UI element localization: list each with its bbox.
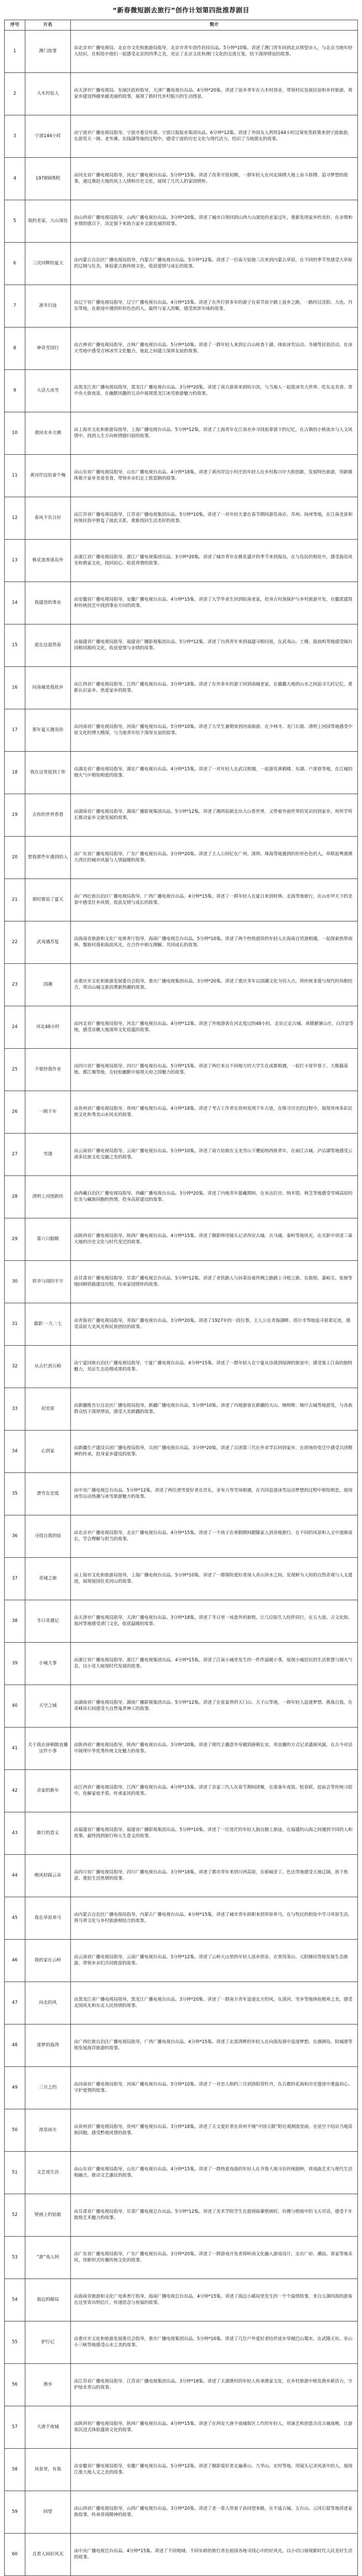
table-row [5, 540, 358, 582]
table-row [5, 115, 358, 158]
row-title: 风景里，有我 [25, 2449, 71, 2491]
row-intro: 由海南省旅游和文化广电体育厅指导，海南广播电视总台出品。5分钟*10集。讲述了两个性格迥异的年轻人在海南自贸港相遇，一起探索热带雨林、黎族村落和海滨风光，在合作中相互理解、共同成长的故事。 [71, 921, 358, 964]
row-title: 武夷遇苏复 [25, 921, 71, 964]
table-row [5, 2279, 358, 2321]
row-title: 河北48小时 [25, 1006, 71, 1049]
row-title: 爱在这盈然春 [25, 624, 71, 667]
row-intro: 由北京市广播电视局、北京市文化和旅游局指导，北京市青年创作扶持出品。5分钟*10集。讲述了澳门青年回到北京探望亲人，与北京当地年轻人结识，在相处中他们一起感受北京的四季之美，见证了北京文化和澳门文化的交流互鉴，结下深厚情谊的故事。 [71, 31, 358, 73]
row-title: 1978锦绣程 [25, 158, 71, 200]
row-title: 一顾千年 [25, 1091, 71, 1134]
row-intro: 由吉林省广播电视局指导，吉林广播电视台出品。5分钟*10集。讲述了一群年轻人来到长白山和查干湖，体验冰雪运动、冬捕等民俗活动，在冰天雪地中感受吉林冰雪文化魅力，彼此之间建立深厚友谊的故事。 [71, 327, 358, 370]
header-title: 片名 [25, 20, 71, 31]
table-row [5, 752, 358, 794]
row-intro: 由江苏省广播电视局指导，江苏省广播电视集团出品。5分钟*10集。讲述了一对年轻夫妻在春节期间游览南京、苏州、扬州等地，在江南美景和传统民俗中修复了彼此关系，重新找回生活美好的故事。 [71, 497, 358, 540]
row-intro: 由北京市广播电视局指导，北京广播电视台出品。4分钟*15集。讲述了一个孩子在寒假期间跟随家人到各地旅行，在不同的风景和人文中逐渐成长，学会理解与担当的故事。 [71, 1515, 358, 1558]
table-row [5, 667, 358, 709]
row-intro: 由黑龙江省广播电视局指导，黑龙江广播电视台出品。3分钟*20集。讲述了南方游客来到哈尔滨，与当地人一起逛冰雪大世界、吃东北美食、赏中央大街夜景，在幽默风趣的互动中展现黑龙江冰雪旅游魅力的故事。 [71, 370, 358, 412]
row-title: 春风不负日好 [25, 497, 71, 540]
row-number: 5 [5, 200, 25, 243]
row-intro: 由福建省广播电视局指导，福建省广播影视集团出品。5分钟*10集。讲述了一位迷茫的年轻人独自踏上旅途，在福建的山海之间遇到不同的人和故事，最终找到旅行和人生意义的故事。 [71, 1812, 358, 1855]
row-intro: 由湖南省广播电视局指导，湖南广播影视集团出品。5分钟*12集。讲述了在张家界的天门山、天子山等地，一群年轻人追逐梦想、挑战自我，在奇峰异石间感受大自然鬼斧神工的故事。 [71, 1685, 358, 1728]
row-intro: 由山西省广播电视局指导，山西广播电视台出品。3分钟*20集。讲述了老一辈人带着子孙回望来路，在平遥古城、五台山、云冈石窟等地讲述家族故事，传承晋商精神的故事。 [71, 2491, 358, 2534]
row-intro: 由甘肃省广播电视局指导，甘肃广播电视总台出品。5分钟*12集。讲述了老铁路人与孙辈沿着丝绸之路踏上寻根之旅，在敦煌、嘉峪关、张掖等地回顾铁路建设历程，传承家国情怀的故事。 [71, 1261, 358, 1303]
table-row [5, 158, 358, 200]
row-intro: 由安徽省广播电视局指导，安徽广播电视台出品。4分钟*15集。讲述了大学毕业生回到皖南老家，投身古村落保护与乡村旅游开发，在徽派建筑和传统技艺中找到事业方向的故事。 [71, 582, 358, 624]
row-intro: 由陕西省广播电视局指导，陕西广播电视台出品。3分钟*20集。讲述了现代主播意外穿越到唐朝长安，用直播的方式记录盛唐风貌，在古今对话中展现中华优秀传统文化魅力的故事。 [71, 1728, 358, 1770]
table-row [5, 2067, 358, 2109]
row-title: 小城大事 [25, 1643, 71, 1685]
row-intro: 由浙江省广播电视局指导，浙江广播电视集团出品。3分钟*20集。讲述了城市青年在桃花盛开的季节来到海岛，在与岛民的相处中，感受海岛风光和渔家文化，找回初心、收获真情的故事。 [71, 540, 358, 582]
row-intro: 由上海市文化和旅游局指导，上海广播电视台出品。5分钟*12集。讲述了上海青年在江南水乡寻找祖辈留下的记忆，在古镇的小桥流水与人文风情中，找到人生方向和情感归宿的故事。 [71, 412, 358, 455]
row-number: 43 [5, 1812, 25, 1855]
row-number: 30 [5, 1261, 25, 1303]
table-row [5, 582, 358, 624]
table-row [5, 964, 358, 1006]
row-intro: 由陕西省广播电视局指导，陕西广播电视台出品。4分钟*15集。讲述了在西安大唐不夜城街区工作的年轻人，用演艺和创意点亮古城夜晚，让游客沉浸式体验盛唐文化的故事。 [71, 2406, 358, 2449]
row-number: 55 [5, 2321, 25, 2364]
row-number: 31 [5, 1303, 25, 1346]
table-row [5, 1685, 358, 1728]
table-row [5, 1473, 358, 1515]
table-row [5, 1600, 358, 1643]
row-title: 不要抄我作业 [25, 1049, 71, 1091]
table-row [5, 1558, 358, 1600]
table-row [5, 1940, 358, 1982]
row-number: 6 [5, 243, 25, 285]
table-row [5, 2237, 358, 2279]
table-row [5, 285, 358, 327]
row-intro: 由广东省广播电视局指导，广东广播电视台出品。3分钟*20集。讲述了一群游戏开发者将岭南文化融入游戏设计，走访广府、潮汕、客家等地采风，用新形式传播传统文化的故事。 [71, 2237, 358, 2279]
row-intro: 由内蒙古自治区广播电视局指导，内蒙古广播电视台出品。5分钟*12集。讲述了一位南方姑娘三次来到内蒙古草原，在不同的季节里感受大草原的辽阔与壮美，体验蒙古族传统文化，收获爱情与成长的故事。 [71, 243, 358, 285]
row-number: 60 [5, 2534, 25, 2576]
row-number: 9 [5, 370, 25, 412]
row-title: 晚风轻踩云朵 [25, 1855, 71, 1897]
row-intro: 由福建省广播电视局指导，福建省广播影视集团出品。5分钟*12集。讲述了台湾青年来到福建寻根问祖，在武夷山、土楼、鼓浪屿等地感受闽台同根同源的文化，收获爱情与亲情的故事。 [71, 624, 358, 667]
row-number: 52 [5, 2194, 25, 2237]
row-number: 42 [5, 1770, 25, 1812]
row-intro: 由河南省广播电视局指导，河南广播电视台出品。5分钟*10集。讲述了大学生暑期来到河南旅游，在少林寺、龙门石窟、清明上河园等地感受中原文化的博大精深，与当地青年结下深厚友谊的故事。 [71, 709, 358, 752]
row-intro: 由山西省广播电视局指导，山西广播电视台出品。3分钟*20集。讲述了城市白领回到山西大山深处的老家过年，重新发现家乡的美好，在亲情和乡情的感召下，决定留下来助力家乡文旅发展的故事。 [71, 200, 358, 243]
recommendation-table [4, 20, 358, 2576]
row-title: 那时都说了夏天 [25, 879, 71, 921]
row-number: 29 [5, 1218, 25, 1261]
table-row [5, 2024, 358, 2067]
row-intro: 由贵州省广播电视局指导，贵州广播电视台出品。3分钟*18集。讲述了天文爱好者在贵州平塘“中国天眼”附近观测流星雨，在星空下结识当地苗族同胞，感受黔地风情的故事。 [71, 2109, 358, 2152]
header-row [5, 20, 358, 31]
row-title: 重回水乡大佛 [25, 412, 71, 455]
row-intro: 由宁夏回族自治区广播电视局指导，宁夏广播电视台出品。4分钟*15集。讲述了一群年轻人在宁夏从沙漠到绿洲的旅途中，感受塞上江南的独特魅力，见证生态治理成果的故事。 [71, 1346, 358, 1388]
table-header [5, 20, 358, 31]
row-intro: 由山东省广播电视局指导，山东广播电视台出品。4分钟*15集。讲述了一群热爱戏曲的年轻人在齐鲁大地寻访传统剧种，将戏曲艺术与现代生活相融合，推动文艺惠民的故事。 [71, 2152, 358, 2194]
row-number: 58 [5, 2449, 25, 2491]
row-number: 12 [5, 497, 25, 540]
table-row [5, 921, 358, 964]
table-row [5, 624, 358, 667]
header-intro: 简介 [71, 20, 358, 31]
row-intro: 由广西壮族自治区广播电视局指导，广西广播电视台出品。4分钟*15集。讲述了一群年轻人在夏日来到桂林、北海等地旅行，在山水甲天下的美景中感受壮乡风情，收获友情与成长的故事。 [71, 879, 358, 921]
row-title: 寻找自我的娃 [25, 1515, 71, 1558]
row-number: 45 [5, 1897, 25, 1940]
row-intro: 由内蒙古自治区广播电视局指导，内蒙古广播电视台出品。4分钟*15集。讲述了城市青年辞职来到草原养马，在与牧民的相处中学习草原生活，将马背文化与乡村旅游相结合的故事。 [71, 1897, 358, 1940]
table-row [5, 1812, 358, 1855]
row-number: 1 [5, 31, 25, 73]
row-number: 27 [5, 1134, 25, 1176]
row-intro: 由安徽省广播电视局指导，安徽广播电视台出品。5分钟*12集。讲述了摄影爱好者走遍黄山、九华山、宏村等地，用镜头记录风景中的人，展现江淮大地人文之美的故事。 [71, 2449, 358, 2491]
row-title: 去你的世界看看 [25, 794, 71, 837]
row-number: 51 [5, 2152, 25, 2194]
row-title: 逐梦的海湾 [25, 2024, 71, 2067]
row-title: 我在这里捉到了你 [25, 752, 71, 794]
row-intro: 由贵州省广播电视局指导，贵州广播电视台出品。4分钟*18集。讲述了考古工作者在贵州发现千年古迹，在探寻历史的过程中，展现贵州多彩民族文化和秀美山水风光的故事。 [71, 1091, 358, 1134]
row-number: 16 [5, 667, 25, 709]
row-title: 渔乡 [25, 2364, 71, 2406]
table-row [5, 2321, 358, 2364]
row-number: 15 [5, 624, 25, 667]
row-title: 桃花流香落岛外 [25, 540, 71, 582]
row-title: 凛冬归途 [25, 285, 71, 327]
row-intro: 由甘肃省广播电视局指导，甘肃广播电视总台出品。5分钟*12集。讲述了美术学院学生在敦煌临摹壁画时，仿佛与壁画中的飞天对话，感受千年敦煌艺术魅力的故事。 [71, 2194, 358, 2237]
row-intro: 由云南省广播电视局指导，云南广播电视台出品。5分钟*10集。讲述了南方姑娘在玉龙雪山下邂逅纳西族青年，在丽江古城、泸沽湖等地感受云南多民族文化交融之美的故事。 [71, 1134, 358, 1176]
row-number: 13 [5, 540, 25, 582]
row-title: 神奇雪国行 [25, 327, 71, 370]
row-intro: 由浙江省广播电视局指导，浙江广播电视集团出品。4分钟*15集。讲述了江南小城里发生的一件件温暖小事，展现小城居民的生活智慧与烟火气息，以小见大展现时代发展的故事。 [71, 1643, 358, 1685]
row-number: 44 [5, 1855, 25, 1897]
row-title: 问南城是我故乡 [25, 667, 71, 709]
row-intro: 由天津市广播电视局、东丽区政府指导，天津广播电视台出品。4分钟*20集。讲述了返乡青年在大木村创业，带领村民发展民宿和乡村旅游，将家乡建设得越来越美丽的故事，展现了新时代乡村振兴的生动图景。 [71, 73, 358, 115]
table-row [5, 2491, 358, 2534]
row-title: 我的老家，大山深处 [25, 200, 71, 243]
row-number: 11 [5, 455, 25, 497]
row-title: 我建造的事业 [25, 582, 71, 624]
row-number: 46 [5, 1940, 25, 1982]
row-number: 17 [5, 709, 25, 752]
table-row [5, 2109, 358, 2152]
table-row [5, 327, 358, 370]
table-row [5, 1303, 358, 1346]
row-number: 35 [5, 1473, 25, 1515]
header-no: 序号 [5, 20, 25, 31]
row-title: 天空之城 [25, 1685, 71, 1728]
table-row [5, 1643, 358, 1685]
row-intro: 由青海省广播电视局指导，青海广播电视台出品。3分钟*20集。讲述了1927年的一段往事，主人公在青海湖畔、塔尔寺等地追寻祖辈足迹，感受高原大美风光和民族团结的故事。 [71, 1303, 358, 1346]
table-row [5, 1346, 358, 1388]
row-title: 壁画上的姑娘 [25, 2194, 71, 2237]
row-intro: 由宁波市广播电视局指导，宁波市委宣传部、宁波日报报业集团出品。6分钟*12集。讲述了外国友人利用144小时过境免签政策来到宁波旅游，在游览天一阁、老外滩、东钱湖等地的过程中，感受宁波的历史文化与现代活力，结识了当地朋友的故事。 [71, 115, 358, 158]
row-title: 三次回眸的夏天 [25, 243, 71, 285]
table-row [5, 1049, 358, 1091]
row-title: 清明上河图新传 [25, 1176, 71, 1218]
row-number: 3 [5, 115, 25, 158]
row-title: 旅行的意义 [25, 1812, 71, 1855]
row-intro: 由四川省广播电视局指导，四川广播电视台出品。3分钟*18集。讲述了都市青年来到川西高原，在稻城亚丁、色达等地感受天地辽阔，放下焦虑、重拾生活热情的故事。 [71, 1855, 358, 1897]
row-title: 冬日奇遇记 [25, 1600, 71, 1643]
table-row [5, 497, 358, 540]
row-title: 国潮 [25, 964, 71, 1006]
row-number: 21 [5, 879, 25, 921]
table-row [5, 2449, 358, 2491]
table-row [5, 1855, 358, 1897]
row-title: 三月之约 [25, 2067, 71, 2109]
row-intro: 由江西省广播电视局指导，江西广播电视台出品。3分钟*18集。讲述了在外多年的游子回到南城老家，在赣鄱大地的山水之间追寻儿时记忆，重新认识家乡、热爱家乡的故事。 [71, 667, 358, 709]
row-title: 寰影·一九二七 [25, 1303, 71, 1346]
row-number: 59 [5, 2491, 25, 2534]
table-row [5, 1261, 358, 1303]
row-intro: 由河北省广播电视局指导，河北广播电视台出品。5分钟*15集。讲述了改革开放初期，一群年轻人在河北锦绣大地上奋斗拼搏、追寻梦想的故事，通过燕赵大地的风土人情和历史文化，展现了几代人的家国情怀。 [71, 158, 358, 200]
row-number: 32 [5, 1346, 25, 1388]
table-row [5, 837, 358, 879]
row-intro: 由西藏自治区广播电视局指导，西藏广播电视台出品。3分钟*20集。讲述了内地青年援藏期间，在布达拉宫、纳木错、林芝等地感受雪域高原的壮美与藏族同胞的热情，投身高原建设的故事。 [71, 1176, 358, 1218]
row-title: 大木村姑人 [25, 73, 71, 115]
row-intro: 由河北省广播电视局指导，河北广播电视台出品。4分钟*12集。讲述了外地游客在河北度过的48小时，走访正定古城、承德避暑山庄、白洋淀等地，感受京畿大地深厚文化底蕴的故事。 [71, 1006, 358, 1049]
row-number: 41 [5, 1728, 25, 1770]
row-number: 14 [5, 582, 25, 624]
row-intro: 由中央广播电视总台出品。4分钟*15集。讲述了不同地域、不同年龄的旅行者在祖国各地寻找心中的好风光，以小切口展现新时代人民美好生活的故事。 [71, 2534, 358, 2576]
row-title: 第六只眼睛 [25, 1218, 71, 1261]
row-intro: 由上海市文化和旅游局指导，上海广播电视台出品。5分钟*10集。讲述了一群探险爱好者深入奇山异水之间，发现鲜为人知的自然奇观与人文遗迹，展现祖国壮美河山的故事。 [71, 1558, 358, 1600]
row-title: 滑雪在恋爱 [25, 1473, 71, 1515]
row-title: 文艺戏生活 [25, 2152, 71, 2194]
row-title: 奇域之旅 [25, 1558, 71, 1600]
row-number: 24 [5, 1006, 25, 1049]
row-title: 心到家 [25, 1431, 71, 1473]
row-title: 从古烂到五峪 [25, 1346, 71, 1388]
row-intro: 由四川省广播电视局指导，四川广播电视台出品。5分钟*15集。讲述了两位来自不同地方的大学生在成都相遇，一起打卡宽窄巷子、大熊猫基地、都江堰等地，在轻松幽默中展现天府之国魅力的故事。 [71, 1049, 358, 1091]
table-row [5, 1431, 358, 1473]
row-title: 流星雨火 [25, 2109, 71, 2152]
row-intro: 由湖南省广播电视局指导，湖南广播影视集团出品。5分钟*12集。讲述了湘西姑娘走出大山看世界，又带着外面世界的见识回到家乡，用所学所长推动家乡文旅发展的故事。 [71, 794, 358, 837]
table-row [5, 2364, 358, 2406]
document-title: “新春微短剧去旅行”创作计划第四批推荐剧目 [112, 6, 250, 14]
table-row [5, 2406, 358, 2449]
row-number: 10 [5, 412, 25, 455]
row-number: 39 [5, 1643, 25, 1685]
row-number: 7 [5, 285, 25, 327]
row-title: 海边的邮局 [25, 2279, 71, 2321]
table-row [5, 794, 358, 837]
table-row [5, 1770, 358, 1812]
row-number: 47 [5, 1982, 25, 2024]
row-intro: 由广东省广播电视局指导，广东广播电视台出品。3分钟*20集。讲述了主人公回忆在广州、深圳、珠海等地遇到的形形色色的人，串联起粤港澳大湾区的城市风貌与人情温暖的故事。 [71, 837, 358, 879]
row-number: 33 [5, 1388, 25, 1431]
row-number: 49 [5, 2067, 25, 2109]
row-number: 20 [5, 837, 25, 879]
table-row [5, 412, 358, 455]
row-number: 26 [5, 1091, 25, 1134]
row-title: 铁爷与国的平宇 [25, 1261, 71, 1303]
row-number: 57 [5, 2406, 25, 2449]
row-title: 大唐不夜城 [25, 2406, 71, 2449]
row-title: 那年夏天遇见你 [25, 709, 71, 752]
row-intro: 由云南省广播电视局指导，云南广播电视台出品。5分钟*12集。讲述了云岭大山里的年轻人返乡创业，在普洱茶山、元阳梯田等地发展生态旅游，带领乡亲们共同致富的故事。 [71, 1940, 358, 1982]
row-intro: 由辽宁省广播电视局指导，辽宁广播电视台出品。4分钟*15集。讲述了在外打拼多年的游子在春节前夕踏上返乡之路，一路经过沈阳、大连、丹东等地，在旅途中遇到形形色色的人，最终与家人团聚，感受浓浓年味的故事。 [71, 285, 358, 327]
row-title: 向北的风 [25, 1982, 71, 2024]
row-title: 雪漫 [25, 1134, 71, 1176]
row-title: 澳门故事 [25, 31, 71, 73]
table-row [5, 1388, 358, 1431]
row-number: 18 [5, 752, 25, 794]
table-row [5, 1982, 358, 2024]
row-intro: 由江苏省广播电视局指导，江苏省广播电视集团出品。3分钟*18集。讲述了太湖渔村的年轻人传承渔家文化，在乡村旅游中焕发渔乡新活力，守护绿水青山的故事。 [71, 2364, 358, 2406]
row-number: 54 [5, 2279, 25, 2321]
row-number: 53 [5, 2237, 25, 2279]
row-intro: 由海南省旅游和文化广电体育厅指导，海南广播电视总台出品。4分钟*15集。讲述了海边小邮局里发生的一个个温情故事，来自五湖四海的游客在这里寄出明信片，传递思念与祝福的故事。 [71, 2279, 358, 2321]
row-number: 40 [5, 1685, 25, 1728]
table-row [5, 879, 358, 921]
table-row [5, 2152, 358, 2194]
row-intro: 由新疆生产建设兵团广播电视局指导，兵团广播电视台出品。3分钟*20集。讲述了兵团第三代在外求学后回到家乡，在团场的变迁中感受兵团精神的传承，投身家乡建设的故事。 [71, 1431, 358, 1473]
row-intro: 由重庆市文化和旅游发展委员会指导，重庆广播电视集团出品。5分钟*10集。讲述了几位户外爱好者结伴徒步穿越巴山蜀水，在武隆天坑、巫山小三峡等地感受山水之美的故事。 [71, 2321, 358, 2364]
row-intro: 由河南省广播电视局指导，河南广播电视台出品。5分钟*10集。讲述了一对恋人相约三月到洛阳赏牡丹，在古都的花海和历史遗迹中重温初心、守护爱情的故事。 [71, 2067, 358, 2109]
table-row [5, 1091, 358, 1134]
row-title: 关于我在唐朝做直播这件小事 [25, 1728, 71, 1770]
row-title: “游”戏人间 [25, 2237, 71, 2279]
row-title: 黄河岸边驻着个俺 [25, 455, 71, 497]
row-number: 37 [5, 1558, 25, 1600]
row-title: 我在草原养马 [25, 1897, 71, 1940]
row-title: 大话大冰雪 [25, 370, 71, 412]
row-title: 驴行记 [25, 2321, 71, 2364]
row-intro: 由天津市广播电视局指导，天津广播电视台出品。3分钟*18集。讲述了冬日里一场意外的旅程，让几位陌生人结伴同行，在五大道、古文化街、海河等地感受津门文化，收获温暖的故事。 [71, 1600, 358, 1643]
table-row [5, 243, 358, 285]
row-intro: 由陕西省广播电视局指导，陕西广播电视台出品。4分钟*15集。讲述了摄影师用镜头记录西安古城、兵马俑、秦岭等地风光，在光影中讲述三秦大地的历史文化与时代变迁的故事。 [71, 1218, 358, 1261]
row-intro: 由山东省广播电视局指导，山东广播电视台出品。4分钟*18集。讲述了黄河岸边小村庄的年轻人在乡村振兴中大胆创新，发展特色旅游，用新媒体推介家乡美景美食，带领乡亲们走上致富路的故事。 [71, 455, 358, 497]
row-number: 50 [5, 2109, 25, 2152]
row-number: 25 [5, 1049, 25, 1091]
table-row [5, 2194, 358, 2237]
table-row [5, 370, 358, 412]
table-row [5, 73, 358, 115]
table-row [5, 1006, 358, 1049]
row-number: 4 [5, 158, 25, 200]
row-number: 8 [5, 327, 25, 370]
row-number: 28 [5, 1176, 25, 1218]
table-row [5, 31, 358, 73]
table-row [5, 455, 358, 497]
row-title: 宁波144小时 [25, 115, 71, 158]
table-row [5, 1218, 358, 1261]
table-row [5, 200, 358, 243]
row-number: 48 [5, 2024, 25, 2067]
row-number: 56 [5, 2364, 25, 2406]
row-title: 想我那些年遇到的人 [25, 837, 71, 879]
table-row [5, 1897, 358, 1940]
row-title: 余家的新年 [25, 1770, 71, 1812]
row-intro: 由重庆市文化和旅游发展委员会指导，重庆广播电视集团出品。3分钟*20集。讲述了重庆青年以国潮文化为切入点，将传统非遗与现代时尚相结合，带动山城文旅消费新热潮的故事。 [71, 964, 358, 1006]
row-title: 回望 [25, 2491, 71, 2534]
table-row [5, 1176, 358, 1218]
table-row [5, 1728, 358, 1770]
row-number: 22 [5, 921, 25, 964]
row-title: 初美雷 [25, 1388, 71, 1431]
table-row [5, 1134, 358, 1176]
row-number: 23 [5, 964, 25, 1006]
row-title: 且看人间好风光 [25, 2534, 71, 2576]
table-row [5, 2534, 358, 2576]
row-number: 19 [5, 794, 25, 837]
row-title: 我的家在云岭 [25, 1940, 71, 1982]
row-intro: 由黑龙江省广播电视局指导，黑龙江广播电视台出品。3分钟*20集。讲述了一群南方青年追逐北方的风，在漠河、雪乡等地体验极寒之美，感受北国风光和东北人民热情的故事。 [71, 1982, 358, 2024]
table-row [5, 1515, 358, 1558]
row-intro: 由江西省广播电视局指导，江西广播电视台出品。4分钟*15集。讲述了余家三代人在春节期间团聚，在准备年夜饭、贴春联、赶庙会等传统习俗中，化解家庭矛盾、传承家风的故事。 [71, 1770, 358, 1812]
row-intro: 由中央广播电视总台出品。5分钟*12集。讲述了两位滑雪爱好者在崇礼、亚布力等雪场相遇，在共同追逐冰雪运动梦想的过程中相知相恋，展现冰雪运动热潮与冰雪旅游魅力的故事。 [71, 1473, 358, 1515]
row-intro: 由广西壮族自治区广播电视局指导，广西广播电视台出品。4分钟*15集。讲述了北部湾畔的年轻人在向海发展中追逐梦想，在涠洲岛、防城港等地发展海洋旅游的故事。 [71, 2024, 358, 2067]
table-row [5, 709, 358, 752]
row-number: 38 [5, 1600, 25, 1643]
row-intro: 由湖北省广播电视局指导，湖北广播电视台出品。4分钟*15集。讲述了一对年轻人在武汉相遇，一起游览黄鹤楼、东湖、户部巷等地，在江城的烟火气中相知相爱的故事。 [71, 752, 358, 794]
row-number: 34 [5, 1431, 25, 1473]
table-body [5, 31, 358, 2576]
row-intro: 由新疆维吾尔自治区广播电视局指导，新疆广播电视台出品。5分钟*10集。讲述了内地游客在新疆的天山、喀纳斯、喀什古城等地游览，与各族群众结下深厚情谊，感受大美新疆的故事。 [71, 1388, 358, 1431]
row-number: 36 [5, 1515, 25, 1558]
row-number: 2 [5, 73, 25, 115]
